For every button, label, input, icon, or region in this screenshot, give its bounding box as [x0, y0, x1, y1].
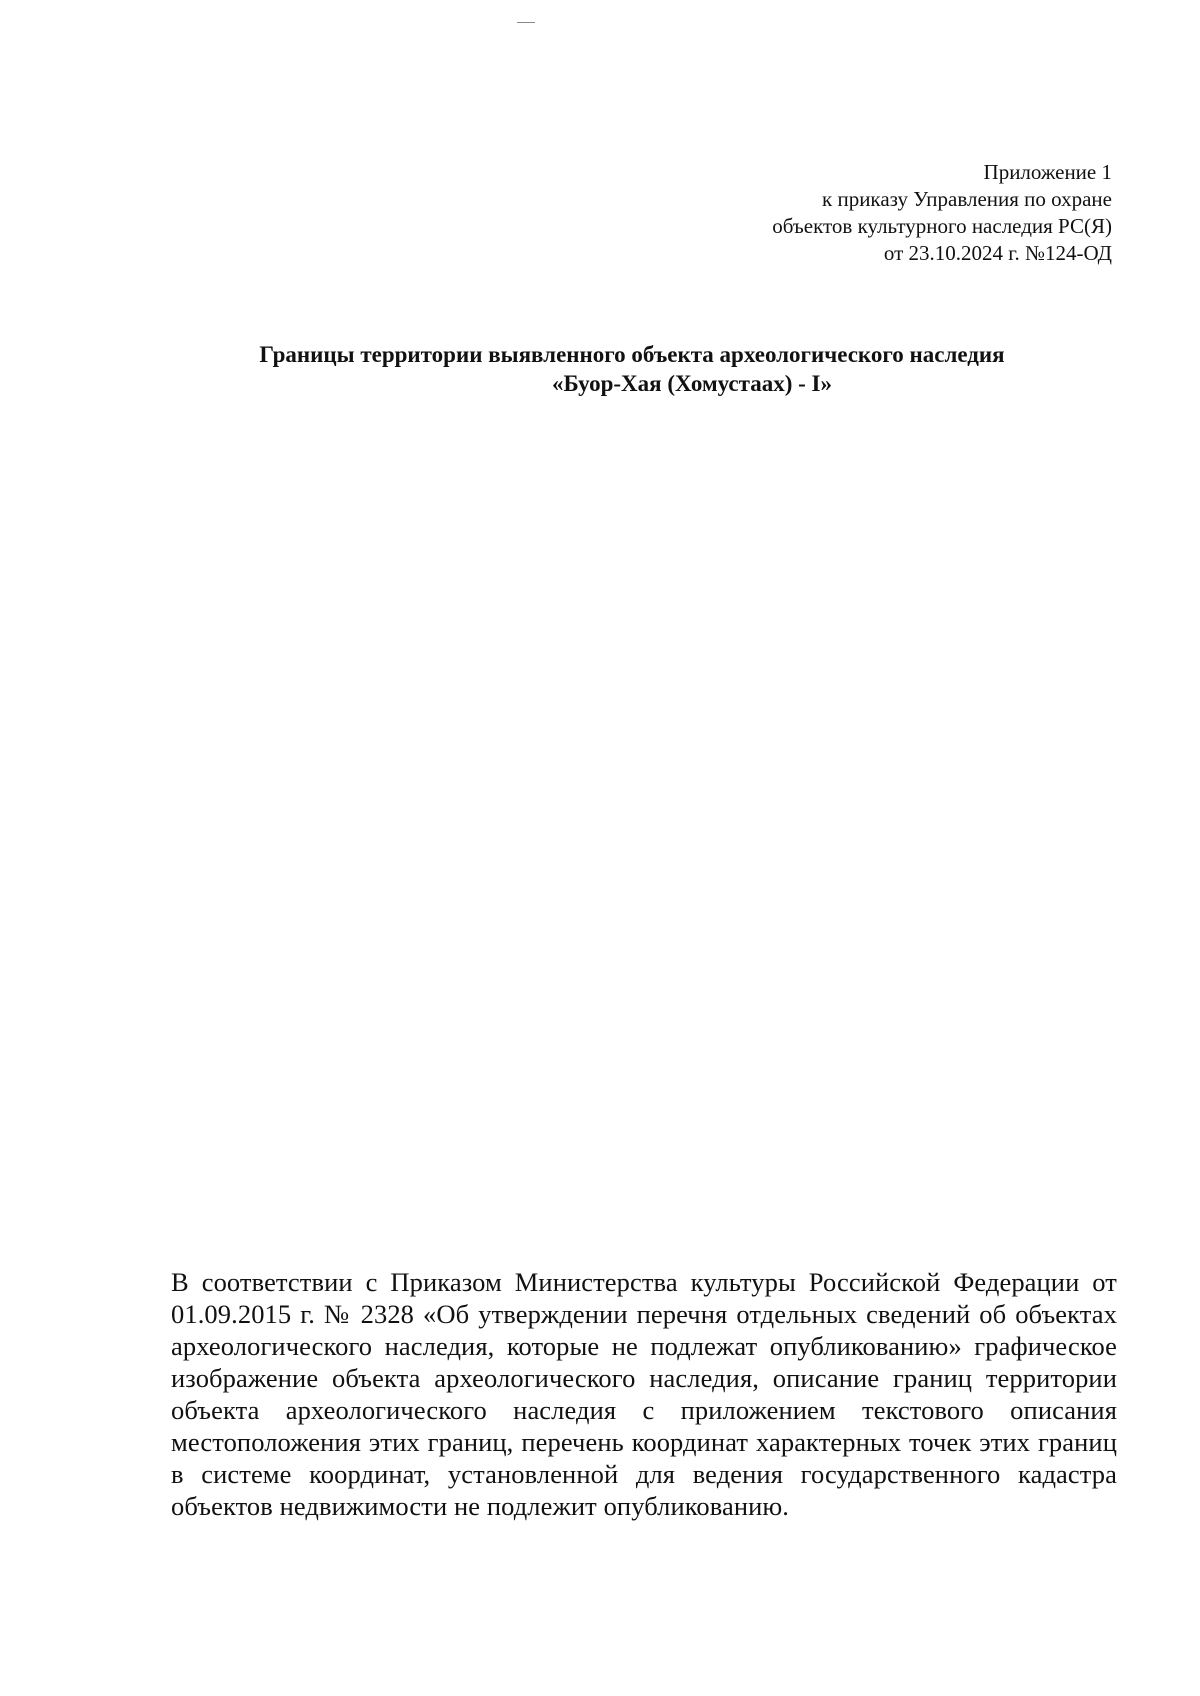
- appendix-number: Приложение 1: [983, 160, 1112, 184]
- title-line-2: «Буор-Хая (Хомустаах) - I»: [552, 371, 832, 396]
- title-line-1: Границы территории выявленного объекта археологического наследия: [259, 342, 1005, 367]
- appendix-order-ref: к приказу Управления по охране: [822, 187, 1112, 211]
- appendix-organization: объектов культурного наследия РС(Я): [772, 214, 1112, 238]
- appendix-date-number: от 23.10.2024 г. №124-ОД: [883, 241, 1112, 265]
- top-scan-mark: [517, 22, 535, 23]
- body-paragraph: В соответствии с Приказом Министерства культуры Российской Федерации от 01.09.2015 г. № 2328 «Об утверждении перечня отдельных сведений об объектах археологического наследия, которые не подлежат опубликованию» графическое изображение объекта археологического наследия, описание границ территории объекта археологического наследия с приложением текстового описания местоположения этих границ, перечень координат характерных точек этих границ в системе координат, установленной для ведения государственного кадастра объектов недвижимости не подлежит опубликованию.: [171, 1267, 1117, 1521]
- document-title: [140, 340, 1124, 398]
- appendix-header: [772, 159, 1112, 267]
